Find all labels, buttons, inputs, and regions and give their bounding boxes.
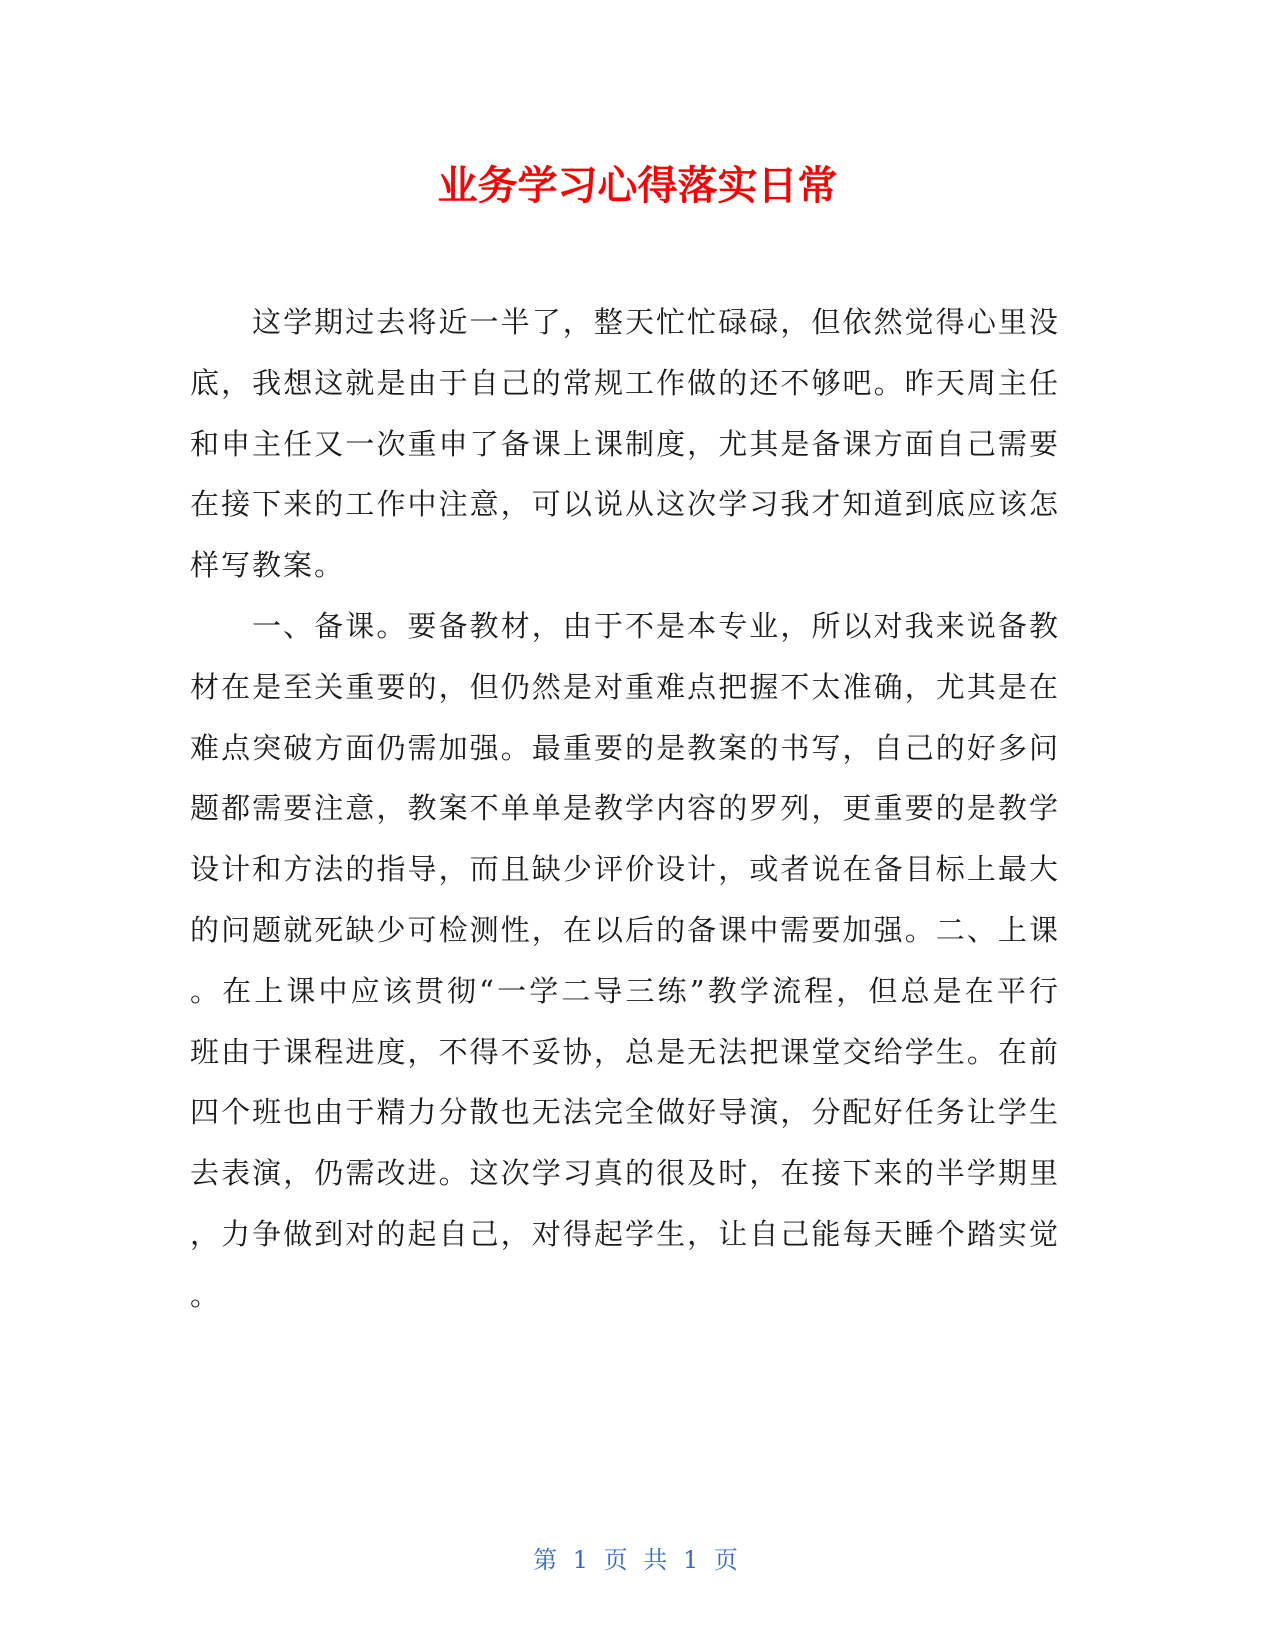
- paragraph-line: 的问题就死缺少可检测性，在以后的备课中需要加强。二、上课: [190, 912, 1060, 947]
- document-title: 业务学习心得落实日常: [437, 163, 838, 209]
- paragraph-line: 班由于课程进度，不得不妥协，总是无法把课堂交给学生。在前: [190, 1034, 1060, 1069]
- paragraph-line: 样写教案。: [190, 548, 346, 583]
- paragraph-line: 底，我想这就是由于自己的常规工作做的还不够吧。昨天周主任: [190, 365, 1060, 400]
- paragraph-line: ，力争做到对的起自己，对得起学生，让自己能每天睡个踏实觉: [190, 1216, 1060, 1251]
- paragraph-line: 一、备课。要备教材，由于不是本专业，所以对我来说备教: [252, 608, 1060, 643]
- paragraph-line: 在接下来的工作中注意，可以说从这次学习我才知道到底应该怎: [190, 487, 1060, 522]
- paragraph-line: 四个班也由于精力分散也无法完全做好导演，分配好任务让学生: [190, 1095, 1060, 1130]
- paragraph-line: 材在是至关重要的，但仍然是对重难点把握不太准确，尤其是在: [190, 669, 1060, 704]
- paragraph-line: 难点突破方面仍需加强。最重要的是教案的书写，自己的好多问: [190, 730, 1060, 765]
- document-body: [190, 292, 1060, 1326]
- paragraph-line: 。: [190, 1277, 222, 1312]
- page-number-footer: 第 1 页 共 1 页: [533, 1546, 742, 1574]
- paragraph-line: 设计和方法的指导，而且缺少评价设计，或者说在备目标上最大: [190, 852, 1060, 887]
- paragraph-line: 题都需要注意，教案不单单是教学内容的罗列，更重要的是教学: [190, 791, 1060, 826]
- paragraph-line: 。在上课中应该贯彻“一学二导三练”教学流程，但总是在平行: [190, 973, 1060, 1008]
- paragraph-line: 和申主任又一次重申了备课上课制度，尤其是备课方面自己需要: [190, 426, 1060, 461]
- paragraph-line: 去表演，仍需改进。这次学习真的很及时，在接下来的半学期里: [190, 1156, 1060, 1191]
- paragraph-line: 这学期过去将近一半了，整天忙忙碌碌，但依然觉得心里没: [252, 305, 1060, 339]
